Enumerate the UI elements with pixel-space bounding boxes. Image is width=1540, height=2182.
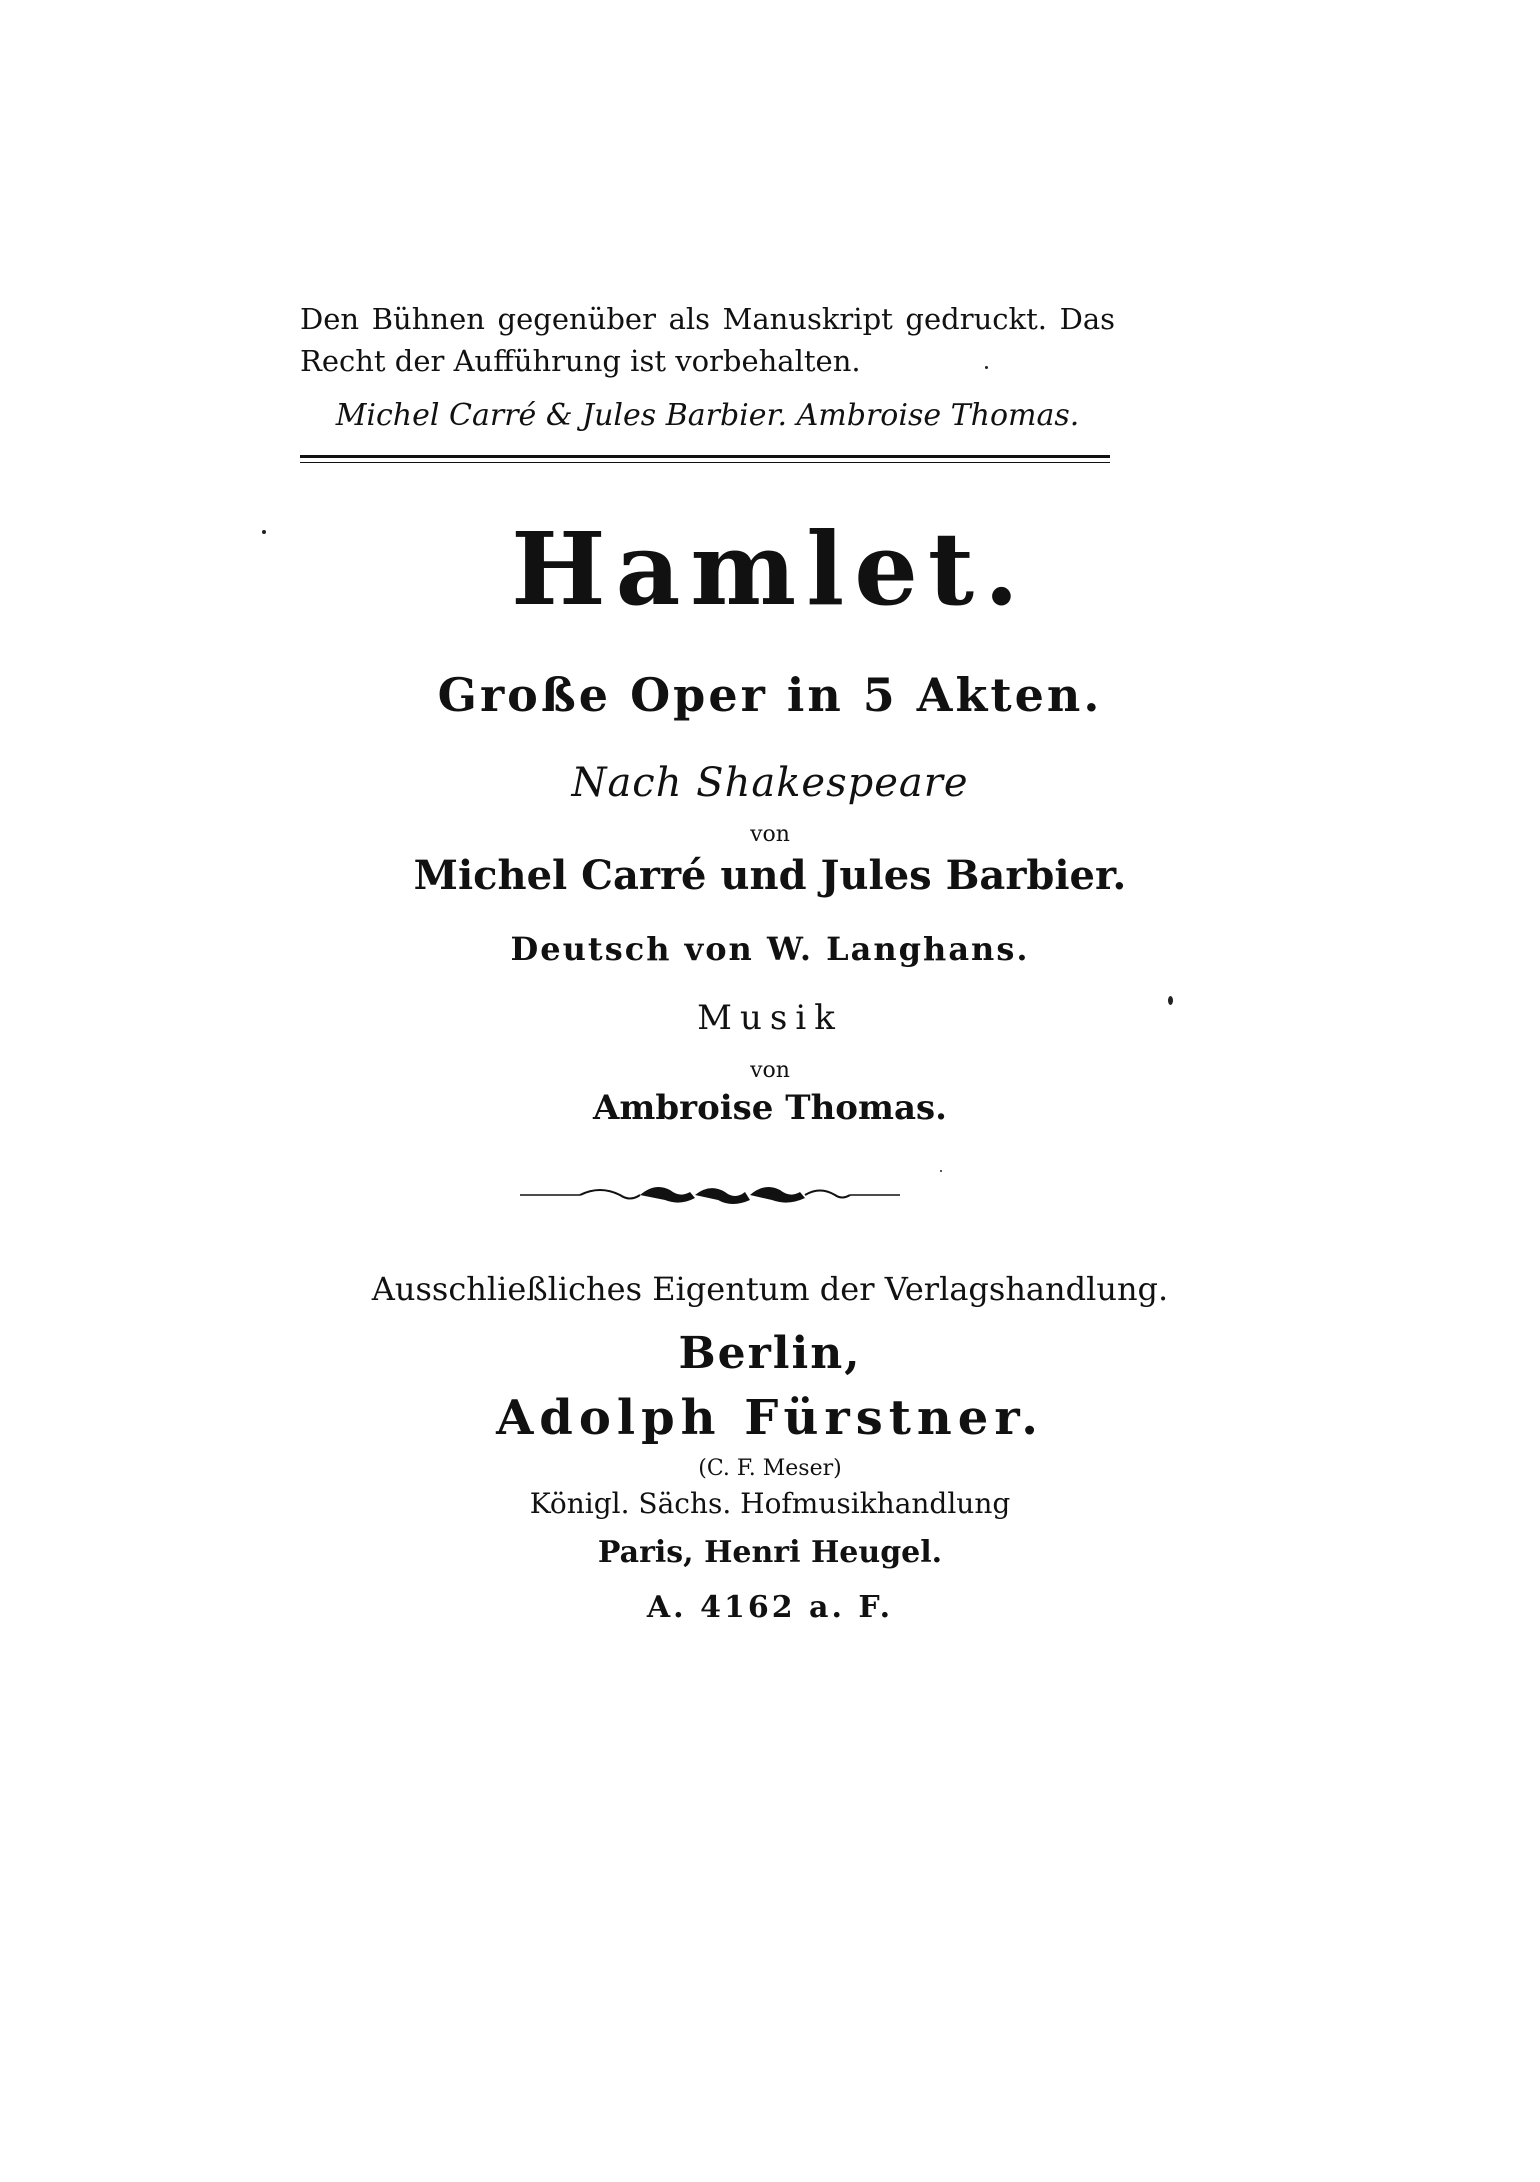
page-title: Hamlet.	[511, 510, 1029, 628]
ownership-notice: Ausschließliches Eigentum der Verlagshandlung.	[371, 1270, 1169, 1308]
music-label: Musik	[697, 998, 843, 1038]
publisher-note: (C. F. Meser)	[698, 1456, 842, 1481]
header-rule-thin	[300, 462, 1110, 463]
composer: Ambroise Thomas.	[593, 1088, 947, 1128]
by-label: von	[750, 822, 790, 847]
scan-speck	[262, 530, 266, 534]
header-rule-thick	[300, 455, 1110, 458]
paris-publisher: Paris, Henri Heugel.	[597, 1535, 943, 1570]
scan-speck	[985, 366, 988, 369]
translation-credit: Deutsch von W. Langhans.	[510, 930, 1030, 968]
authors-signature-line: Michel Carré & Jules Barbier. Ambroise Thomas.	[335, 398, 1080, 433]
subtitle: Große Oper in 5 Akten.	[437, 668, 1103, 722]
source-attribution: Nach Shakespeare	[571, 760, 969, 806]
scan-speck	[940, 1170, 942, 1172]
ornament-divider	[520, 1180, 900, 1210]
librettists: Michel Carré und Jules Barbier.	[413, 852, 1127, 899]
publisher-city: Berlin,	[678, 1328, 862, 1379]
publisher-name: Adolph Fürstner.	[496, 1390, 1044, 1446]
court-title: Königl. Sächs. Hofmusikhandlung	[529, 1487, 1011, 1520]
performance-rights-notice: Den Bühnen gegenüber als Manuskript gedruckt. Das Recht der Aufführung ist vorbehalten.	[300, 302, 1115, 378]
by-label-2: von	[750, 1058, 790, 1083]
plate-number: A. 4162 a. F.	[646, 1590, 894, 1625]
scan-speck	[1168, 996, 1173, 1005]
